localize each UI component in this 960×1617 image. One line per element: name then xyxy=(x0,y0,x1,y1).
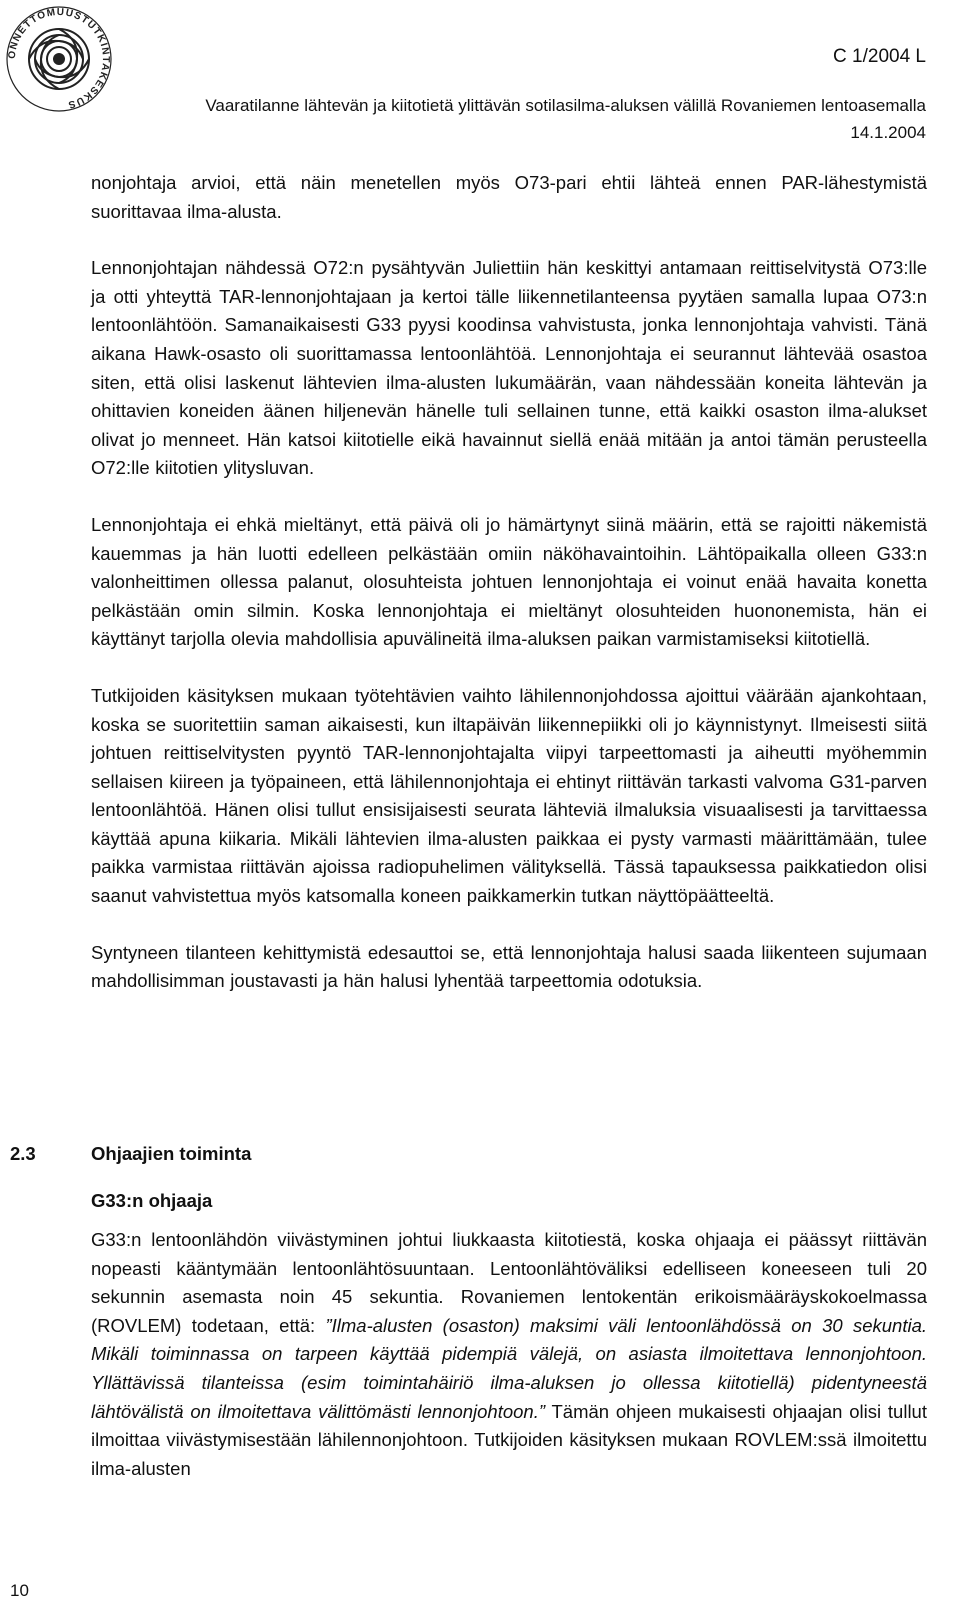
paragraph xyxy=(91,1226,927,1483)
paragraph: Lennonjohtaja ei ehkä mieltänyt, että päivä oli jo hämärtynyt siinä määrin, että se rajoitti näkemistä kauemmas ja hän luotti edelleen pelkästään omiin näköhavaintoihin. Lähtöpaikalla olleen G33:n valonheittimen ollessa palanut, olosuhteista johtuen lennonjohtaja ei voinut enää havaita konetta pelkästään omin silmin. Koska lennonjohtaja ei mieltänyt olosuhteiden huononemista, hän ei käyttänyt tarjolla olevia mahdollisia apuvälineitä ilma-aluksen paikan varmistamiseksi kiitotiellä. xyxy=(91,513,927,650)
document-title xyxy=(205,92,926,146)
seal-ring-text: ONNETTOMUUSTUTKINTAKESKUS xyxy=(6,6,112,111)
subsection-heading: G33:n ohjaaja xyxy=(91,1190,213,1211)
paragraph: Syntyneen tilanteen kehittymistä edesauttoi se, että lennonjohtaja halusi saada liikenteen sujumaan mahdollisimman joustavasti ja hän halusi lyhentää tarpeettomia odotuksia. xyxy=(91,941,927,992)
section-number: 2.3 xyxy=(10,1143,36,1164)
organization-seal-logo xyxy=(4,4,114,114)
body-text xyxy=(91,169,927,996)
paragraph: nonjohtaja arvioi, että näin menetellen myös O73-pari ehtii lähteä ennen PAR-lähestymistä suorittavaa ilma-alusta. xyxy=(91,172,927,222)
paragraph: Lennonjohtajan nähdessä O72:n pysähtyvän Juliettiin hän keskittyi antamaan reittiselvitystä O73:lle ja otti yhteyttä TAR-lennonjohtajaan ja kertoi tälle liikennetilanteensa pyytäen samalla lupaa O73:n lentoonlähtöön. Samanaikaisesti G33 pyysi koodinsa vahvistusta, jonka lennonjohtaja vahvisti. Tänä aikana Hawk-osasto oli suorittamassa lentoonlähtöä. Lennonjohtaja ei seurannut lähtevää osastoa siten, että olisi laskenut lähtevien ilma-alusten lukumäärän, vaan nähdessään koneita lähtevän ja ohittavien koneiden äänen hiljenevän hänelle tuli sellainen tunne, että kaikki osaston ilma-alukset olivat jo menneet. Hän katsoi kiitotielle eikä havainnut siellä enää mitään ja antoi tämän perusteella O72:lle kiitotien ylitysluvan. xyxy=(91,257,927,479)
page-number: 10 xyxy=(10,1581,29,1600)
document-title-line1: Vaaratilanne lähtevän ja kiitotietä ylittävän sotilasilma-aluksen välillä Rovaniemen lentoasemalla xyxy=(205,96,926,115)
document-number: C 1/2004 L xyxy=(833,46,926,67)
document-date: 14.1.2004 xyxy=(850,123,926,142)
paragraph-text: G33:n lentoonlähdön viivästyminen johtui liukkaasta kiitotiestä, koska ohjaaja ei päässyt riittävän nopeasti kääntymään lentoonlähtösuuntaan. Lentoonlähtöväliksi edelliseen koneeseen tuli 20 sekunnin asemasta noin 45 sekuntia. Rovaniemen lentokentän erikoismääräyskokoelmassa (ROVLEM) todetaan, että: xyxy=(91,1229,927,1336)
body-text-section xyxy=(91,1226,927,1483)
quoted-regulation: ”Ilma-alusten (osaston) maksimi väli lentoonlähdössä on 30 sekuntia. Mikäli toiminnassa on tarpeen käyttää pidempiä välejä, on asiasta ilmoitettava lennonjohtoon. Yllättävissä tilanteissa (esim toimintahäiriö ilma-aluksen jo ollessa kiitotiellä) pidentyneestä lähtövälistä on ilmoitettava välittömästi lennonjohtoon.” xyxy=(91,1314,927,1422)
paragraph-text: Tämän ohjeen mukaisesti ohjaajan olisi tullut ilmoittaa viivästymisestään lähilennonjohtoon. Tutkijoiden käsityksen mukaan ROVLEM:ssä ilmoitettu ilma-alusten xyxy=(91,1400,927,1479)
paragraph: Tutkijoiden käsityksen mukaan työtehtävien vaihto lähilennonjohdossa ajoittui väärään ajankohtaan, koska se suoritettiin saman aikaisesti, kun iltapäivän liikennepiikki oli jo käynnistynyt. Ilmeisesti siitä johtuen reittiselvitysten pyyntö TAR-lennonjohtajalta viipyi tarpeettomasti ja aiheutti myöhemmin sellaisen kiireen ja työpaineen, että lähilennonjohtaja ei ehtinyt riittävän tarkasti valvoma G31-parven lentoonlähtöä. Hänen olisi tullut ensisijaisesti seurata lähteviä ilmaluksia visuaalisesti ja tarvittaessa käyttää apuna kiikaria. Mikäli lähtevien ilma-alusten paikkaa ei pysty varmasti määrittämään, tulee paikka varmistaa riittävän ajoissa radiopuhelimen välityksellä. Tässä tapauksessa paikkatiedon olisi saanut vahvistettua myös katsomalla koneen paikkamerkin tutkan näyttöpäätteeltä. xyxy=(91,684,927,907)
section-title: Ohjaajien toiminta xyxy=(91,1143,252,1164)
